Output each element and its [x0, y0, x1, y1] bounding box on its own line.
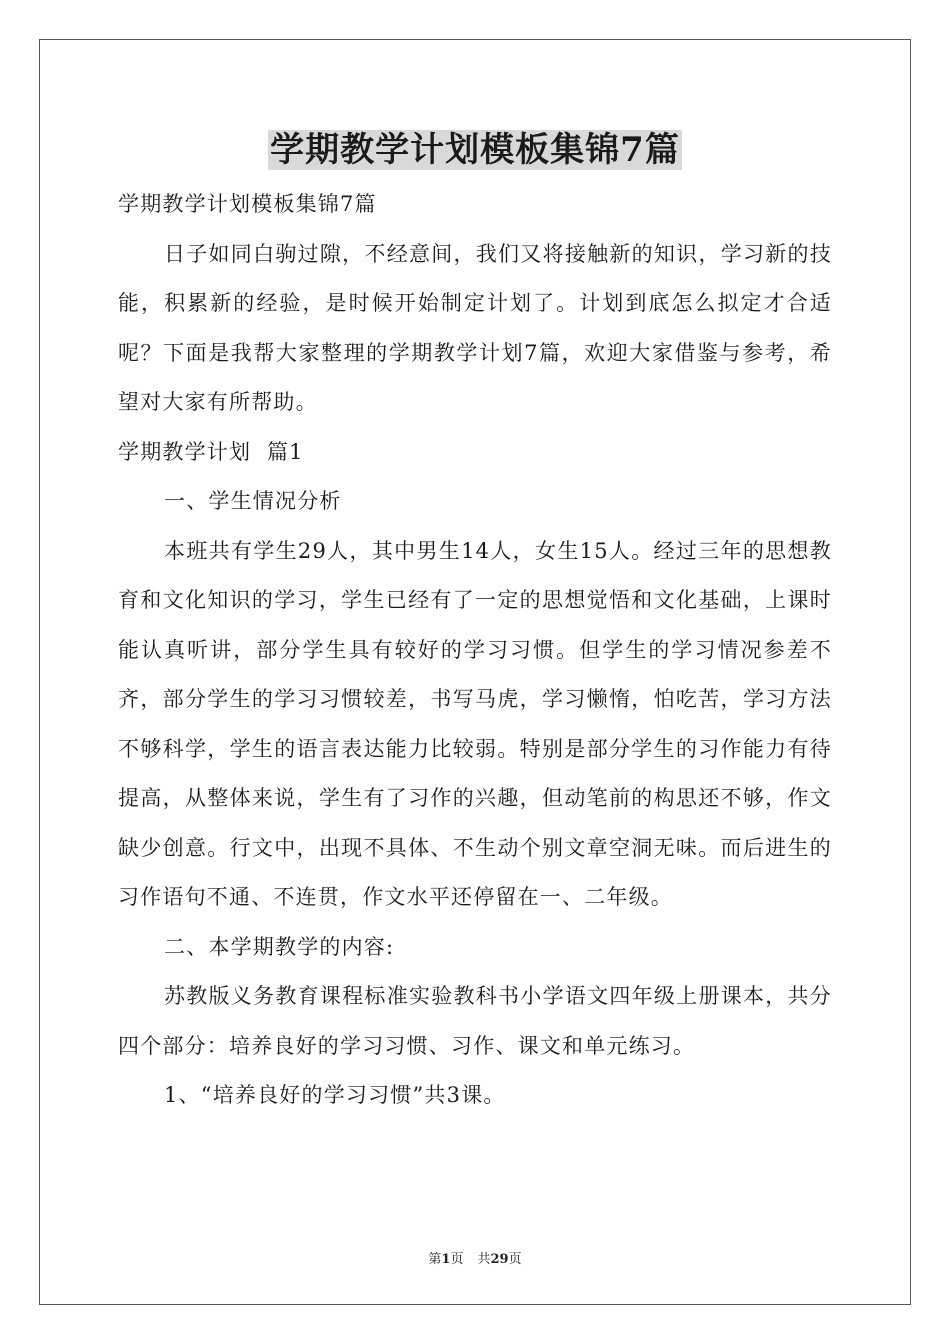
- list-item-habits: 1、“培养良好的学习习惯”共3课。: [164, 1083, 506, 1107]
- document-title-text: 学期教学计划模板集锦7篇: [270, 130, 680, 170]
- footer-page-current: 1: [441, 1252, 451, 1267]
- paragraph-teaching-content: 苏教版义务教育课程标准实验教科书小学语文四年级上册课本，共分四个部分：培养良好的学习习惯、习作、课文和单元练习。: [118, 984, 832, 1058]
- page-footer: [0, 1248, 950, 1267]
- section-heading: 学期教学计划 篇1: [118, 439, 304, 464]
- footer-page-prefix: 第: [428, 1252, 442, 1267]
- footer-page-mid: 页: [450, 1252, 464, 1267]
- paragraph-intro: 日子如同白驹过隙，不经意间，我们又将接触新的知识，学习新的技能，积累新的经验，是时候开始制定计划了。计划到底怎么拟定才合适呢？下面是我帮大家整理的学期教学计划7篇，欢迎大家借鉴与参考，希望对大家有所帮助。: [118, 241, 832, 414]
- document-title: [0, 126, 950, 174]
- footer-page-total: 29: [490, 1252, 509, 1267]
- paragraph-subtitle: 学期教学计划模板集锦7篇: [118, 192, 377, 216]
- paragraph-student-analysis: 本班共有学生29人，其中男生14人，女生15人。经过三年的思想教育和文化知识的学习，学生已经有了一定的思想觉悟和文化基础，上课时能认真听讲，部分学生具有较好的学习习惯。但学生的学习情况参差不齐，部分学生的学习习惯较差，书写马虎，学习懒惰，怕吃苦，学习方法不够科学，学生的语言表达能力比较弱。特别是部分学生的习作能力有待提高，从整体来说，学生有了习作的兴趣，但动笔前的构思还不够，作文缺少创意。行文中，出现不具体、不生动个别文章空洞无味。而后进生的习作语句不通、不连贯，作文水平还停留在一、二年级。: [118, 538, 832, 909]
- subheading-teaching-content: 二、本学期教学的内容:: [164, 934, 395, 959]
- subheading-student-analysis: 一、学生情况分析: [164, 489, 342, 513]
- footer-total-suffix: 页: [508, 1252, 522, 1267]
- document-body: [118, 180, 832, 1121]
- footer-total-prefix: 共: [477, 1252, 491, 1267]
